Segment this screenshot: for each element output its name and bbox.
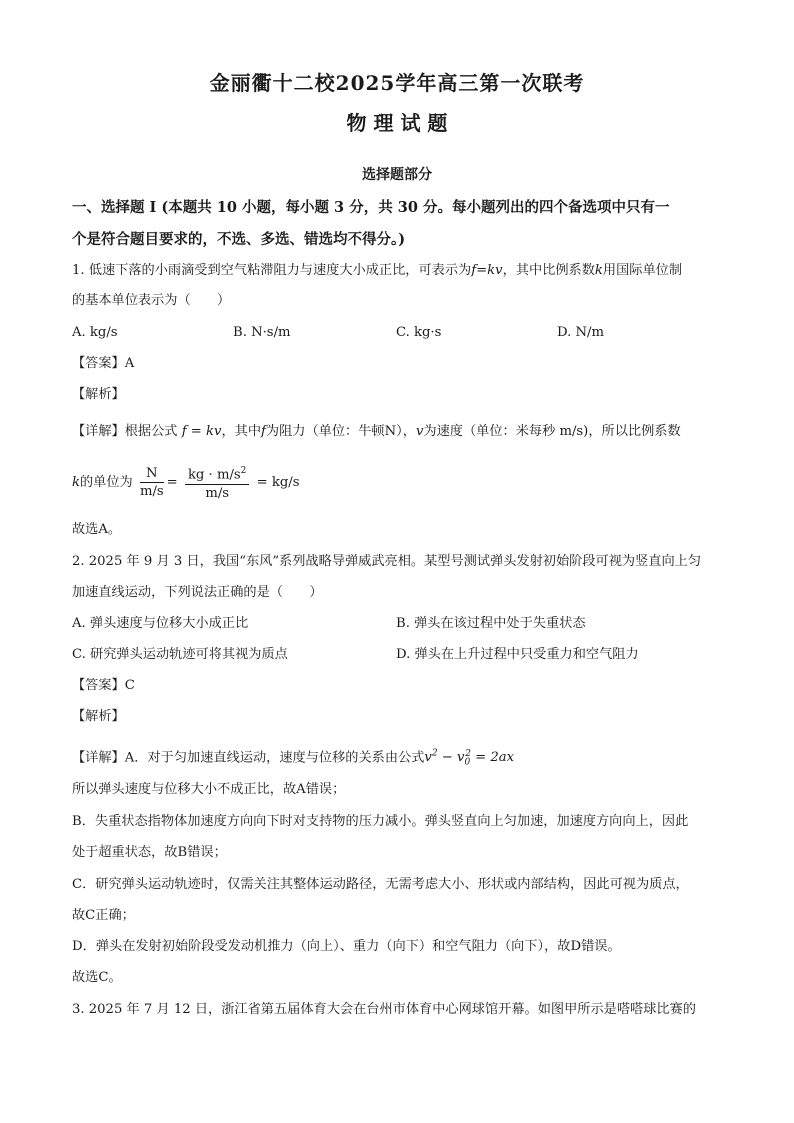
q1-fraction-2 bbox=[185, 463, 249, 501]
q1-unit-k: k bbox=[72, 475, 80, 490]
q3-stem-line-1: 3. 2025 年 7 月 12 日，浙江省第五届体育大会在台州市体育中心网球馆开幕。如图甲所示是嗒嗒球比赛的 bbox=[72, 1002, 696, 1017]
q1-unit-line bbox=[72, 463, 300, 503]
q2-formula-v: v bbox=[424, 750, 432, 766]
instructions-line-2: 个是符合题目要求的，不选、多选、错选均不得分。) bbox=[72, 231, 406, 248]
q1-option-a: A. kg/s bbox=[72, 325, 118, 340]
q1-conclusion: 故选A。 bbox=[72, 522, 122, 537]
q2-stem-line-2: 加速直线运动，下列说法正确的是（ ） bbox=[72, 585, 323, 600]
q1-stem-line-1 bbox=[72, 262, 682, 280]
q2-detail-line-c2: 故C正确； bbox=[72, 908, 135, 923]
q2-formula-sub: 0 bbox=[464, 758, 471, 769]
q2-stem-line-1: 2. 2025 年 9 月 3 日，我国“东风”系列战略导弹威武亮相。某型号测试弹头发射初始阶段可视为竖直向上匀 bbox=[72, 554, 702, 569]
q1-stem-text-c: 用国际单位制 bbox=[602, 263, 683, 278]
q2-detail-line-b1: B．失重状态指物体加速度方向向下时对支持物的压力减小。弹头竖直向上匀加速，加速度方向向上，因此 bbox=[72, 814, 689, 829]
q1-detail-line-1 bbox=[72, 423, 681, 441]
q1-answer: 【答案】A bbox=[72, 356, 135, 371]
q1-frac1-denominator: m/s bbox=[139, 484, 164, 499]
q1-frac2-num-sup: 2 bbox=[240, 466, 247, 477]
q1-option-d: D. N/m bbox=[557, 325, 604, 340]
q1-stem-text-a: 1. 低速下落的小雨滴受到空气粘滞阻力与速度大小成正比，可表示为 bbox=[72, 263, 472, 278]
q1-equals: = bbox=[166, 475, 178, 490]
instructions-line-1: 一、选择题 I (本题共 10 小题，每小题 3 分，共 30 分。每小题列出的四个备选项中只有一 bbox=[72, 199, 670, 216]
q2-formula-sup: 2 bbox=[431, 749, 438, 759]
q1-stem-line-2: 的基本单位表示为（ ） bbox=[72, 293, 231, 308]
q2-detail-line-c1: C．研究弹头运动轨迹时，仅需关注其整体运动路径，无需考虑大小、形状或内部结构，因此可视为质点， bbox=[72, 877, 689, 892]
q1-analysis-label: 【解析】 bbox=[72, 387, 125, 402]
q1-detail-text-b: ，其中 bbox=[221, 424, 262, 439]
q1-detail-text-c: 为阻力（单位：牛顿N）， bbox=[265, 424, 416, 439]
q2-analysis-label: 【解析】 bbox=[72, 709, 125, 724]
q1-detail-text-d: 为速度（单位：米每秒 m/s)，所以比例系数 bbox=[423, 424, 681, 439]
section-title: 选择题部分 bbox=[362, 167, 432, 183]
q1-detail-v: v bbox=[415, 424, 424, 439]
q2-detail-line-a2: 所以弹头速度与位移大小不成正比，故A错误； bbox=[72, 782, 346, 797]
q1-fraction-1 bbox=[140, 465, 164, 500]
q1-frac1-numerator: N bbox=[140, 465, 164, 483]
q1-option-b: B. N·s/m bbox=[233, 325, 291, 340]
subject-title: 物 理 试 题 bbox=[346, 111, 448, 135]
q2-detail-line-a bbox=[72, 745, 514, 772]
q1-result: = kg/s bbox=[256, 475, 300, 490]
q1-detail-f: f bbox=[261, 424, 266, 439]
q2-formula bbox=[424, 749, 515, 769]
q2-detail-line-d: D．弹头在发射初始阶段受发动机推力（向上）、重力（向下）和空气阻力（向下），故D错误。 bbox=[72, 939, 621, 954]
q2-formula-mid: − v bbox=[437, 750, 465, 766]
q1-stem-formula: f=kv bbox=[471, 263, 503, 278]
q2-option-d: D. 弹头在上升过程中只受重力和空气阻力 bbox=[396, 647, 639, 662]
q1-detail-formula: f = kv bbox=[181, 424, 222, 439]
q2-option-c: C. 研究弹头运动轨迹可将其视为质点 bbox=[72, 647, 288, 662]
q1-detail-text-a: 【详解】根据公式 bbox=[72, 424, 178, 439]
q2-formula-sup2: 2 bbox=[465, 749, 471, 759]
q2-answer: 【答案】C bbox=[72, 678, 135, 693]
exam-title: 金丽衢十二校2025学年高三第一次联考 bbox=[209, 71, 585, 95]
q1-frac2-numerator bbox=[185, 463, 249, 484]
q2-conclusion: 故选C。 bbox=[72, 970, 122, 985]
q2-detail-line-b2: 处于超重状态，故B错误； bbox=[72, 845, 227, 860]
q2-option-b: B. 弹头在该过程中处于失重状态 bbox=[396, 616, 586, 631]
q2-detail-text-a: 【详解】A．对于匀加速直线运动，速度与位移的关系由公式 bbox=[72, 750, 425, 766]
q2-option-a: A. 弹头速度与位移大小成正比 bbox=[72, 616, 249, 631]
q1-frac2-num-text: kg · m/s bbox=[187, 467, 241, 483]
q1-stem-text-b: ，其中比例系数 bbox=[502, 263, 595, 278]
q2-formula-end: = 2ax bbox=[470, 750, 515, 766]
q1-stem-k: k bbox=[594, 263, 603, 278]
q1-option-c: C. kg·s bbox=[396, 325, 442, 340]
q1-frac2-denominator: m/s bbox=[205, 485, 230, 501]
q1-unit-text: 的单位为 bbox=[80, 475, 133, 490]
